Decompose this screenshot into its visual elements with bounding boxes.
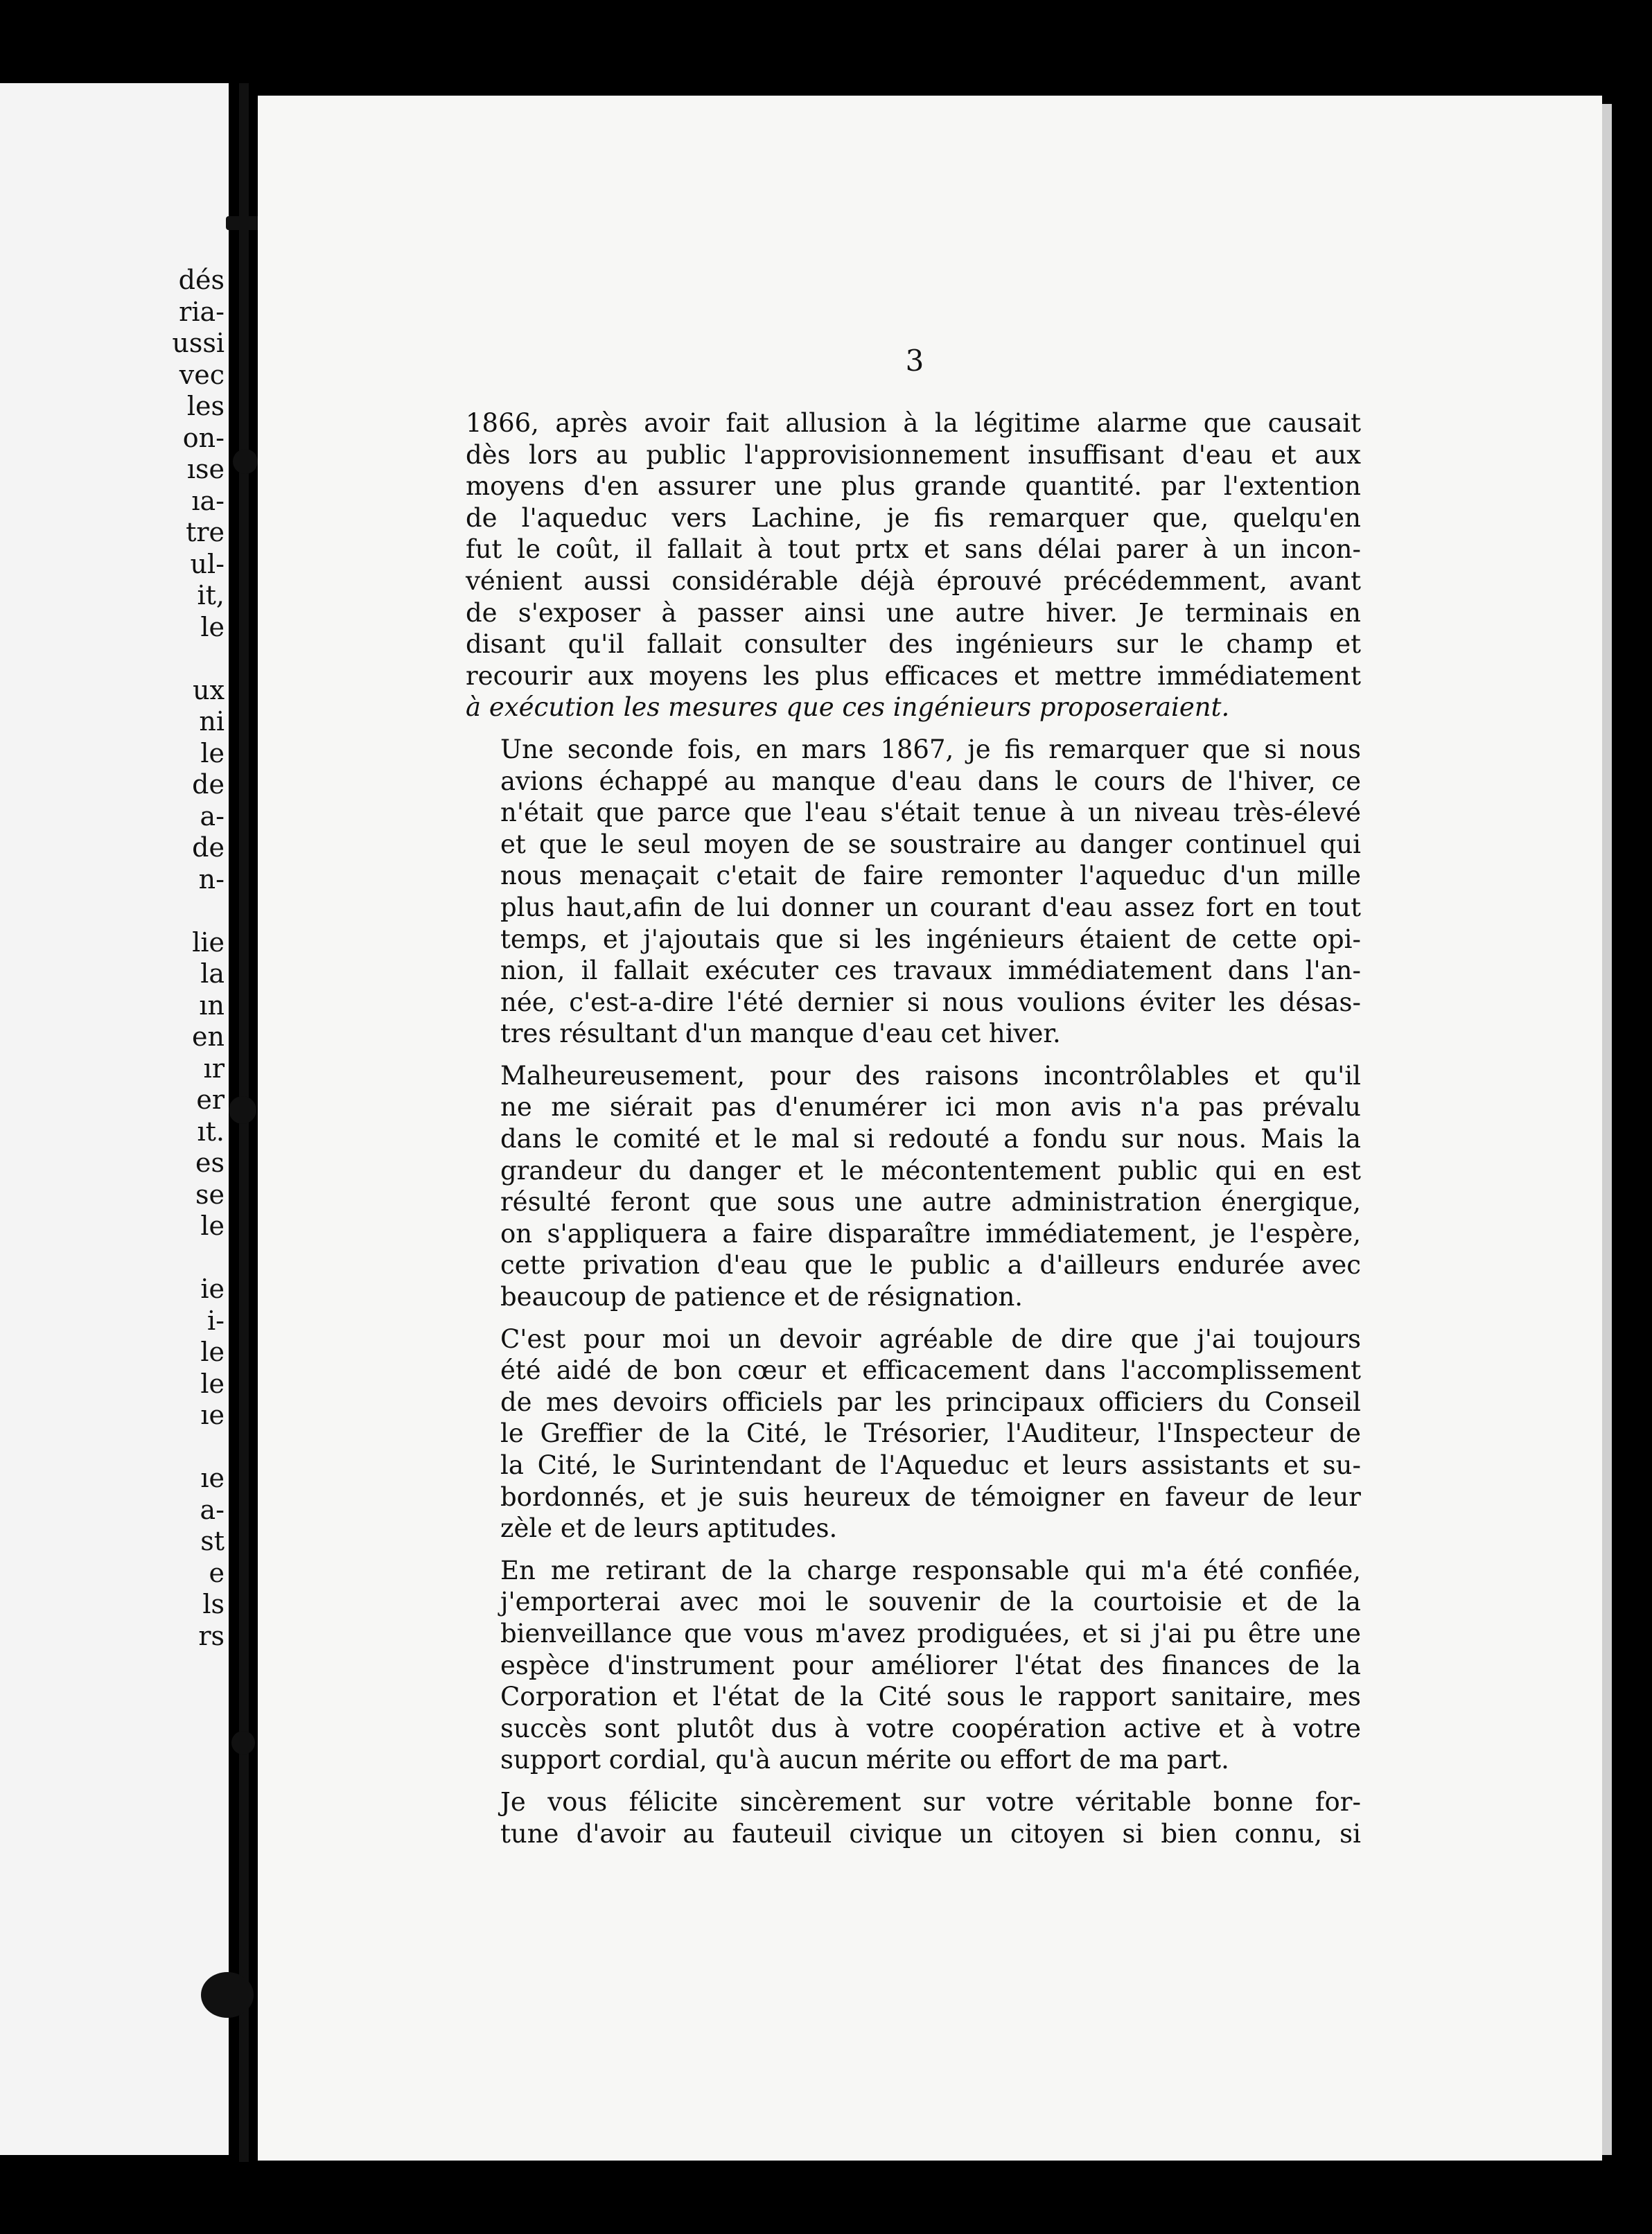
- paragraph: [466, 1323, 1361, 1545]
- paragraph: [466, 1555, 1361, 1776]
- facing-page-fragment: le: [200, 1337, 225, 1367]
- page-edge: [1602, 104, 1612, 2155]
- text-line: support cordial, qu'à aucun mérite ou effort de ma part.: [500, 1745, 1229, 1775]
- text-line: bienveillance que vous m'avez prodiguées, et si j'ai pu être une: [500, 1618, 1361, 1648]
- facing-page-gap: [141, 643, 225, 675]
- binding-stitch: [229, 1096, 256, 1124]
- facing-page-fragment: de: [192, 832, 225, 863]
- facing-page-fragment: ie: [200, 1274, 225, 1304]
- facing-page-fragment: i-: [207, 1305, 225, 1336]
- facing-page-fragment: ıse: [186, 454, 225, 484]
- facing-page-fragment: a-: [200, 800, 225, 832]
- facing-page-fragment: ul-: [190, 548, 225, 579]
- text-line: j'emporterai avec moi le souvenir de la courtoisie et de la: [500, 1587, 1361, 1617]
- page-number: 3: [905, 344, 924, 378]
- text-line: cette privation d'eau que le public a d'ailleurs endurée avec: [500, 1250, 1361, 1281]
- facing-page-fragment: n-: [198, 863, 225, 895]
- facing-page-fragment: la: [200, 958, 225, 989]
- text-line: ne me siérait pas d'enumérer ici mon avis n'a pas prévalu: [500, 1092, 1361, 1123]
- facing-page-fragment: ni: [199, 706, 225, 737]
- facing-page: [0, 83, 229, 2155]
- facing-page-fragment: e: [209, 1557, 225, 1588]
- facing-page-fragment: ıe: [200, 1463, 225, 1493]
- facing-page-fragment: les: [186, 391, 225, 421]
- facing-page-gap: [141, 1242, 225, 1274]
- facing-page-gap: [141, 895, 225, 927]
- text-line: succès sont plutôt dus à votre coopération active et à votre: [500, 1713, 1361, 1743]
- facing-page-fragment: ın: [199, 990, 225, 1021]
- text-line: tune d'avoir au fauteuil civique un citoyen si bien connu, si: [500, 1818, 1361, 1849]
- facing-page-fragment: en: [192, 1021, 225, 1052]
- text-line: grandeur du danger et le mécontentement public qui en est: [500, 1155, 1361, 1186]
- text-line: la Cité, le Surintendant de l'Aqueduc et leurs assistants et su-: [500, 1450, 1361, 1480]
- facing-page-fragment: le: [200, 611, 225, 642]
- paragraph: [466, 1060, 1361, 1313]
- text-line: dans le comité et le mal si redouté a fondu sur nous. Mais la: [500, 1124, 1361, 1154]
- facing-page-fragment: on-: [182, 422, 225, 453]
- facing-page-fragment: ıa-: [191, 485, 225, 516]
- facing-page-fragment: er: [196, 1084, 225, 1115]
- paragraph: [466, 407, 1361, 723]
- text-line: zèle et de leurs aptitudes.: [500, 1513, 838, 1544]
- text-line: vénient aussi considérable déjà éprouvé précédemment, avant: [466, 565, 1361, 596]
- text-line: plus haut,afin de lui donner un courant d'eau assez fort en tout: [500, 892, 1361, 922]
- text-line: dès lors au public l'approvisionnement insuffisant d'eau et aux: [466, 439, 1361, 470]
- binding-stitch: [226, 216, 262, 230]
- text-line: 1866, après avoir fait allusion à la légitime alarme que causait: [466, 408, 1361, 438]
- text-line: espèce d'instrument pour améliorer l'état des finances de la: [500, 1650, 1361, 1680]
- text-line: C'est pour moi un devoir agréable de dire que j'ai toujours: [500, 1323, 1361, 1354]
- facing-page-fragment: ıe: [200, 1400, 225, 1430]
- text-line: on s'appliquera a faire disparaître immédiatement, je l'espère,: [500, 1218, 1361, 1249]
- text-line: née, c'est-a-dire l'été dernier si nous voulions éviter les désas-: [500, 987, 1361, 1017]
- facing-page-fragment: lie: [192, 926, 225, 958]
- facing-page-fragment: rs: [198, 1620, 225, 1651]
- facing-page-fragment: a-: [200, 1494, 225, 1525]
- text-line: à exécution les mesures que ces ingénieurs proposeraient.: [466, 692, 1230, 723]
- text-line: Je vous félicite sincèrement sur votre véritable bonne for-: [500, 1786, 1361, 1817]
- text-line: n'était que parce que l'eau s'était tenue à un niveau très-élevé: [500, 798, 1361, 828]
- facing-page-fragment: le: [200, 1368, 225, 1399]
- facing-page-fragment: vec: [179, 359, 225, 390]
- facing-page-fragment: le: [200, 1211, 225, 1241]
- binding-stitch: [201, 1972, 254, 2018]
- text-line: nion, il fallait exécuter ces travaux immédiatement dans l'an-: [500, 956, 1361, 986]
- binding-stitch: [231, 1731, 255, 1754]
- text-line: de l'aqueduc vers Lachine, je fis remarquer que, quelqu'en: [466, 502, 1361, 533]
- text-line: tres résultant d'un manque d'eau cet hiver.: [500, 1019, 1061, 1049]
- facing-page-fragment: ux: [193, 674, 225, 705]
- text-line: fut le coût, il fallait à tout prtx et sans délai parer à un incon-: [466, 534, 1361, 565]
- paragraph: [466, 1786, 1361, 1849]
- text-line: Corporation et l'état de la Cité sous le rapport sanitaire, mes: [500, 1682, 1361, 1712]
- text-line: recourir aux moyens les plus efficaces et mettre immédiatement: [466, 660, 1361, 691]
- text-line: beaucoup de patience et de résignation.: [500, 1282, 1023, 1312]
- facing-page-gap: [141, 1432, 225, 1463]
- facing-page-fragment: le: [200, 737, 225, 768]
- text-line: Une seconde fois, en mars 1867, je fis remarquer que si nous: [500, 734, 1361, 764]
- paragraph: [466, 734, 1361, 1050]
- facing-page-fragment: ria-: [179, 296, 225, 327]
- text-line: de mes devoirs officiels par les principaux officiers du Conseil: [500, 1387, 1361, 1417]
- binding-stitch: [233, 449, 258, 474]
- facing-page-fragment: se: [195, 1179, 225, 1210]
- facing-page-fragment: de: [192, 769, 225, 800]
- body-text: [466, 407, 1361, 1860]
- facing-page-fragment: es: [195, 1147, 225, 1178]
- facing-page-fragment: it,: [197, 580, 225, 610]
- facing-page-text-fragments: [141, 265, 225, 1652]
- text-line: été aidé de bon cœur et efficacement dans l'accomplissement: [500, 1355, 1361, 1386]
- text-line: temps, et j'ajoutais que si les ingénieurs étaient de cette opi-: [500, 924, 1361, 954]
- text-line: avions échappé au manque d'eau dans le cours de l'hiver, ce: [500, 766, 1361, 796]
- facing-page-fragment: tre: [186, 517, 225, 547]
- text-line: moyens d'en assurer une plus grande quantité. par l'extention: [466, 471, 1361, 502]
- text-line: disant qu'il fallait consulter des ingénieurs sur le champ et: [466, 629, 1361, 660]
- text-line: résulté feront que sous une autre administration énergique,: [500, 1187, 1361, 1217]
- facing-page-fragment: dés: [178, 265, 225, 295]
- facing-page-fragment: st: [200, 1526, 225, 1556]
- facing-page-fragment: ıt.: [197, 1116, 225, 1147]
- text-line: En me retirant de la charge responsable qui m'a été confiée,: [500, 1555, 1361, 1585]
- text-line: nous menaçait c'etait de faire remonter l'aqueduc d'un mille: [500, 861, 1361, 891]
- facing-page-fragment: ır: [203, 1053, 225, 1084]
- facing-page-fragment: ls: [202, 1589, 225, 1619]
- facing-page-fragment: ussi: [172, 328, 225, 358]
- text-line: et que le seul moyen de se soustraire au danger continuel qui: [500, 829, 1361, 859]
- text-line: Malheureusement, pour des raisons incontrôlables et qu'il: [500, 1060, 1361, 1091]
- text-line: bordonnés, et je suis heureux de témoigner en faveur de leur: [500, 1481, 1361, 1512]
- text-line: de s'exposer à passer ainsi une autre hiver. Je terminais en: [466, 597, 1361, 628]
- text-line: le Greffier de la Cité, le Trésorier, l'Auditeur, l'Inspecteur de: [500, 1418, 1361, 1449]
